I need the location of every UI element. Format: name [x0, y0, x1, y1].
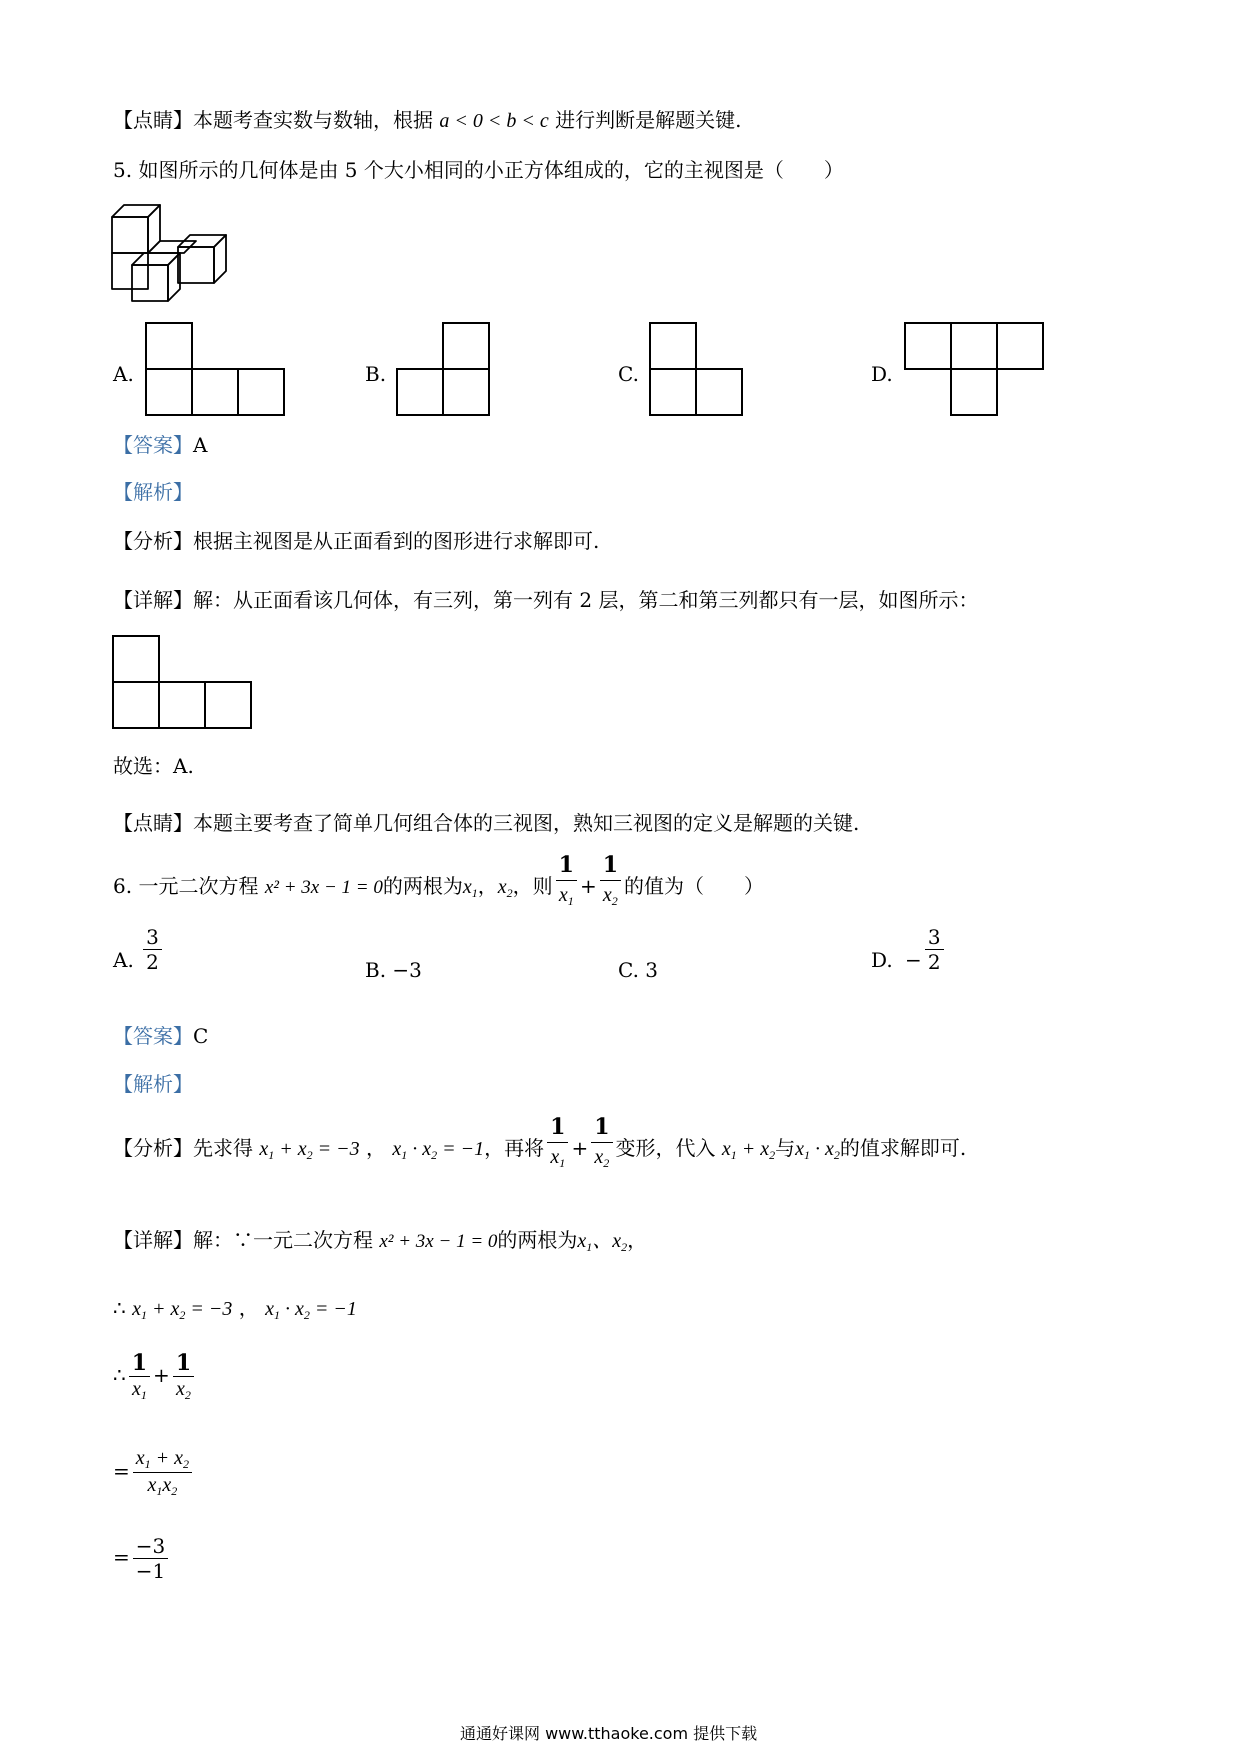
- q4-dianjing-rest: 进行判断是解题关键.: [555, 108, 742, 132]
- q5-fenxi: [113, 531, 599, 551]
- q6-step-4-frac: $\frac{-3}{-1}$: [133, 1536, 168, 1581]
- q6-step-4: = $\frac{-3}{-1}$: [113, 1536, 171, 1581]
- q5-guxuan: 故选：A.: [113, 754, 194, 778]
- q6-answer: [113, 1026, 208, 1046]
- q6-fenxi-frac-2: $\frac{1}{x_2}$: [591, 1114, 612, 1171]
- q5-answer-value: A: [193, 433, 208, 457]
- q5-option-b-figure: [396, 322, 492, 418]
- q6-xiangjie-equation: x² + 3x − 1 = 0: [379, 1231, 498, 1252]
- q6-option-d-frac: $\frac{3}{2}$: [925, 927, 944, 972]
- q5-option-c-figure: [649, 322, 745, 418]
- q6-fenxi-b: ，再将: [484, 1135, 545, 1160]
- q6-option-a-frac: $\frac{3}{2}$: [143, 927, 162, 972]
- q5-dianjing: [113, 813, 859, 833]
- q6-step-2: ∴ $\frac{1}{x_1}$ + $\frac{1}{x_2}$: [113, 1352, 197, 1401]
- q6-frac-1-over-x2: $\frac{1}{x_2}$: [600, 852, 621, 909]
- q5-fenxi-tag: 【分析】: [113, 529, 193, 553]
- q6-fenxi-d: 与: [775, 1135, 796, 1160]
- q5-jiexi-tag: 【解析】: [113, 480, 193, 504]
- q6-option-c: C. 3: [618, 958, 659, 982]
- q5-xiangjie-text: 解：从正面看该几何体，有三列，第一列有 2 层，第二和第三列都只有一层，如图所示：: [193, 588, 979, 612]
- q6-fenxi: 【分析】先求得 $x_1 + x_2 = -3$ ， $x_1 \cdot x_2 = -1$，再将 $\frac{1}{x_1}$ + $\frac{1}{x_2}$ 变形，代入 $x_1 + x_2$与$x_1 \cdot x_2$的值求解即可.: [113, 1114, 967, 1171]
- q6-step-2-frac-2: $\frac{1}{x_2}$: [173, 1352, 194, 1401]
- q5-solution-figure: [112, 635, 254, 731]
- q6-stem-a: 6. 一元二次方程: [113, 873, 259, 898]
- q6-fenxi-prod: $x_1 \cdot x_2$: [795, 1137, 840, 1162]
- q5-solid-figure: [112, 205, 232, 305]
- q6-option-a-label: A.: [113, 948, 134, 972]
- q6-stem-c: ，则: [512, 873, 553, 898]
- q6-stem: 6. 一元二次方程 x² + 3x − 1 = 0的两根为$x_1$，$x_2$，则 $\frac{1}{x_1}$ + $\frac{1}{x_2}$ 的值为（ ）: [113, 852, 765, 909]
- q6-step-1: ∴ $x_1 + x_2 = -3$ ， $x_1 \cdot x_2 = -1$: [113, 1296, 357, 1322]
- q5-answer: [113, 435, 207, 455]
- q5-option-d-figure: [904, 322, 1046, 418]
- q4-dianjing-text: 【点睛】本题考查实数与数轴，根据: [113, 108, 433, 132]
- q6-fenxi-tag: 【分析】: [113, 1135, 193, 1160]
- q6-x1: $x_1$: [462, 875, 478, 900]
- q6-fenxi-c: 变形，代入: [615, 1135, 716, 1160]
- q6-answer-tag: 【答案】: [113, 1024, 193, 1048]
- q6-fenxi-frac-1: $\frac{1}{x_1}$: [547, 1114, 568, 1171]
- q5-option-a-figure: [145, 322, 285, 418]
- q6-stem-b: 的两根为: [382, 873, 463, 898]
- q6-jiexi-tag: 【解析】: [113, 1072, 193, 1096]
- q6-option-d-label: D.: [871, 948, 893, 972]
- q5-fenxi-text: 根据主视图是从正面看到的图形进行求解即可.: [193, 529, 600, 553]
- q6-fenxi-e: 的值求解即可.: [839, 1135, 967, 1160]
- q6-xiangjie-roots: $x_1$、$x_2$: [577, 1230, 628, 1254]
- q6-option-d: [871, 925, 947, 974]
- q5-dianjing-text: 本题主要考查了简单几何组合体的三视图，熟知三视图的定义是解题的关键.: [193, 811, 860, 835]
- q6-xiangjie-tag: 【详解】: [113, 1228, 193, 1252]
- q5-xiangjie: [113, 590, 978, 610]
- q6-fenxi-a: 先求得: [193, 1135, 253, 1160]
- q6-step-1-sum: $x_1 + x_2 = -3$: [132, 1298, 233, 1322]
- q5-option-a-label: A.: [113, 362, 134, 386]
- q5-option-c-label: C.: [618, 362, 639, 386]
- q6-option-b: B. −3: [365, 958, 422, 982]
- q6-option-d-minus: −: [905, 948, 922, 972]
- q6-answer-value: C: [193, 1024, 209, 1048]
- q6-step-3-frac: $\frac{x_1 + x_2}{x_1x_2}$: [133, 1448, 192, 1497]
- q6-stem-d: 的值为（ ）: [624, 873, 765, 898]
- q6-therefore-1: ∴: [113, 1296, 126, 1320]
- q6-fenxi-sum: $x_1 + x_2$: [721, 1137, 776, 1162]
- q5-answer-tag: 【答案】: [113, 433, 193, 457]
- q6-step-1-prod: $x_1 \cdot x_2 = -1$: [265, 1298, 357, 1322]
- q6-xiangjie: 【详解】解：∵一元二次方程 x² + 3x − 1 = 0的两根为$x_1$、$x_2$，: [113, 1228, 648, 1254]
- q5-xiangjie-tag: 【详解】: [113, 588, 193, 612]
- q6-xiangjie-a: 解：∵一元二次方程: [193, 1228, 373, 1252]
- q5-option-d-label: D.: [871, 362, 893, 386]
- q6-equation: x² + 3x − 1 = 0: [264, 876, 383, 898]
- q6-sum-expr: $x_1 + x_2 = -3$: [259, 1137, 360, 1162]
- q6-step-2-frac-1: $\frac{1}{x_1}$: [129, 1352, 150, 1401]
- q6-step-3: = $\frac{x_1 + x_2}{x_1x_2}$: [113, 1448, 195, 1497]
- q6-therefore-2: ∴: [113, 1363, 126, 1387]
- q6-frac-1-over-x1: $\frac{1}{x_1}$: [556, 852, 577, 909]
- q4-dianjing: [113, 110, 741, 131]
- q5-dianjing-tag: 【点睛】: [113, 811, 193, 835]
- page-footer: 通通好课网 www.tthaoke.com 提供下载: [460, 1724, 758, 1743]
- q6-x2: $x_2$: [497, 875, 513, 900]
- q6-prod-expr: $x_1 \cdot x_2 = -1$: [392, 1137, 485, 1162]
- q5-stem: 5. 如图所示的几何体是由 5 个大小相同的小正方体组成的，它的主视图是（ ）: [113, 158, 844, 182]
- q6-xiangjie-b: 的两根为: [497, 1228, 578, 1252]
- q4-inequality: a < 0 < b < c: [439, 110, 549, 132]
- q6-option-a: [113, 925, 165, 974]
- q5-option-b-label: B.: [365, 362, 387, 386]
